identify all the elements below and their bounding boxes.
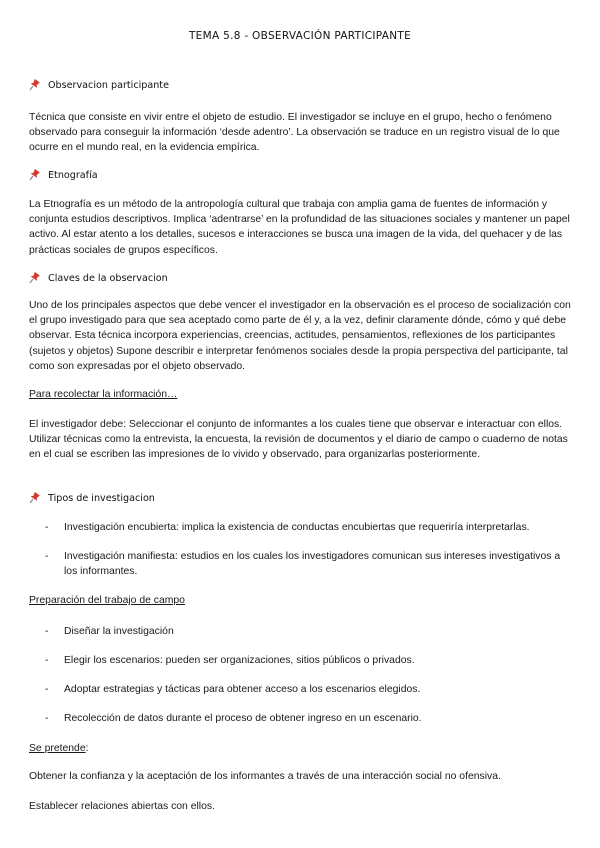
list-item-text: Elegir los escenarios: pueden ser organizaciones, sitios públicos o privados. [64, 655, 415, 666]
paragraph-recolectar: El investigador debe: Seleccionar el conjunto de informantes a los cuales tiene que observar e interactuar con ellos. Utilizar técnicas como la entrevista, la encuesta, la revisión de documentos y el diario de campo o cuaderno de notas en el cual se escriben las impresiones de lo vivido y observado, para organizarlas posteriormente. [29, 419, 568, 461]
paragraph-pretende-2: Establecer relaciones abiertas con ellos. [29, 801, 215, 812]
pushpin-icon [29, 169, 43, 181]
paragraph-claves: Uno de los principales aspectos que debe vencer el investigador en la observación es el proceso de socialización con el grupo investigado para que sea aceptado como parte de él y, a la vez, definir claramente dónde, cómo y qué debe observar. Esta técnica incorpora experiencias, creencias, actitudes, pensamientos, reflexiones de los participantes (sujetos y objetos) Supone describir e interpretar fenómenos sociales desde la propia perspectiva del participante, tal como son expresadas por el objeto observado. [29, 300, 571, 372]
list-item-text: Investigación manifiesta: estudios en los cuales los investigadores comunican sus intereses investigativos a los informantes. [64, 551, 561, 578]
section-heading-text: Claves de la observacion [48, 272, 168, 284]
section-heading-text: Tipos de investigacion [48, 492, 155, 504]
list-item-text: Investigación encubierta: implica la existencia de conductas encubiertas que requeriría interpretarlas. [64, 522, 530, 533]
pushpin-icon [29, 272, 43, 284]
list-dash: - [45, 522, 49, 533]
subheading-preparacion: Preparación del trabajo de campo [29, 595, 185, 606]
list-item [45, 549, 570, 579]
page-title: TEMA 5.8 - OBSERVACIÓN PARTICIPANTE [188, 30, 412, 42]
list-item [45, 711, 570, 726]
list-item [45, 624, 570, 639]
subheading-recolectar: Para recolectar la información… [29, 389, 178, 400]
list-item [45, 520, 570, 535]
subheading-pretende [29, 741, 574, 756]
list-dash: - [45, 713, 49, 724]
section-heading-etnografia [29, 169, 98, 181]
list-item [45, 682, 570, 697]
paragraph-observacion: Técnica que consiste en vivir entre el objeto de estudio. El investigador se incluye en el grupo, hecho o fenómeno observado para conseguir la información ‘desde adentro’. La observación se traduce en un registro visual de lo que ocurre en el mundo real, en la evidencia empírica. [29, 112, 560, 154]
section-heading-tipos [29, 492, 155, 504]
section-heading-text: Etnografía [48, 169, 98, 181]
pushpin-icon [29, 79, 43, 91]
list-item-text: Diseñar la investigación [64, 626, 174, 637]
list-item-text: Adoptar estrategias y tácticas para obtener acceso a los escenarios elegidos. [64, 684, 421, 695]
pretende-colon: : [85, 743, 89, 754]
list-item-text: Recolección de datos durante el proceso de obtener ingreso en un escenario. [64, 713, 422, 724]
paragraph-pretende-1: Obtener la confianza y la aceptación de los informantes a través de una interacción social no ofensiva. [29, 771, 501, 782]
section-heading-claves [29, 272, 168, 284]
list-item [45, 653, 570, 668]
list-dash: - [45, 626, 49, 637]
list-dash: - [45, 684, 49, 695]
list-dash: - [45, 551, 49, 562]
pretende-label: Se pretende [29, 743, 86, 754]
section-heading-observacion [29, 79, 169, 91]
section-heading-text: Observacion participante [48, 79, 169, 91]
pushpin-icon [29, 492, 43, 504]
list-dash: - [45, 655, 49, 666]
paragraph-etnografia: La Etnografía es un método de la antropología cultural que trabaja con amplia gama de fuentes de información y conjunta estudios descriptivos. Implica ‘adentrarse’ en la profundidad de las situaciones sociales y mantener un papel activo. Al estar atento a los detalles, sucesos e interacciones se busca una imagen de la vida, del quehacer y de las prácticas sociales de grupos específicos. [29, 199, 570, 256]
